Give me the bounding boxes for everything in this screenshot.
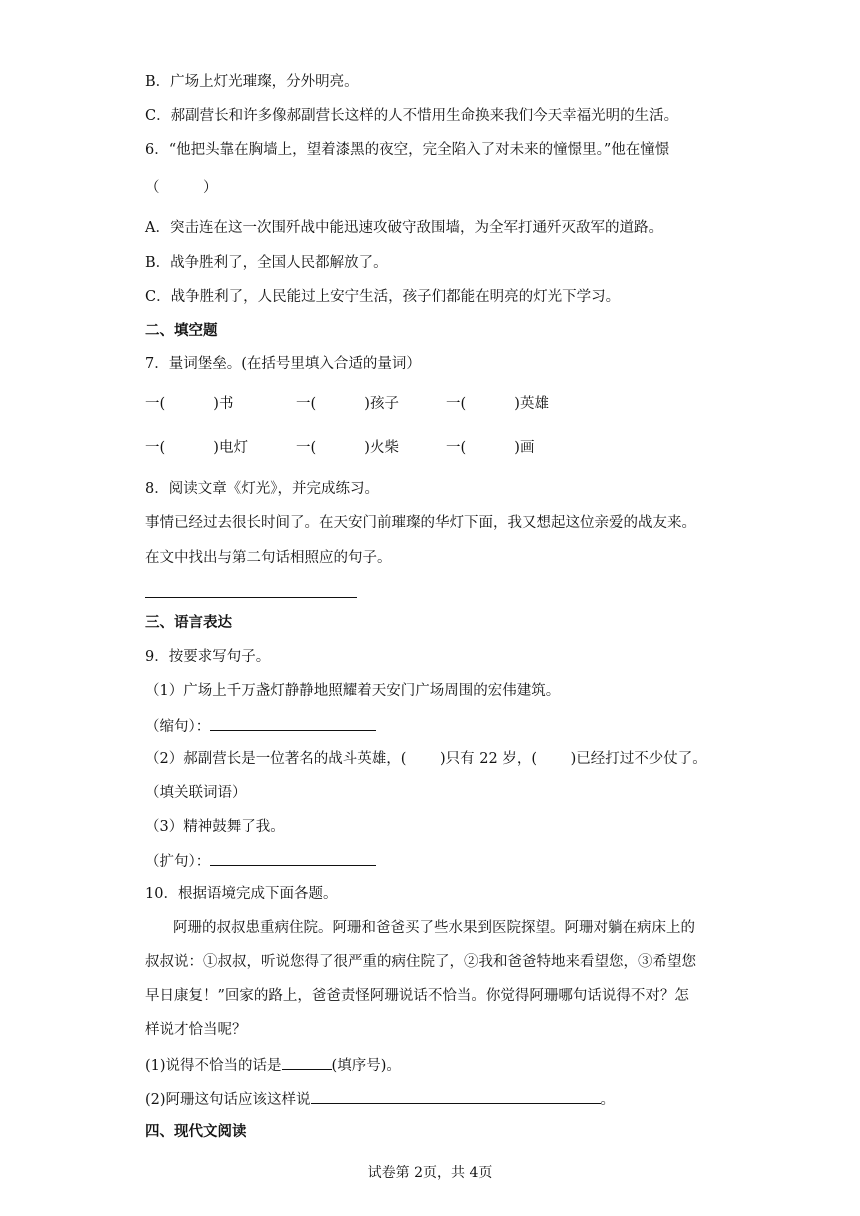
question-9-1-answer: （缩句）： bbox=[145, 715, 376, 737]
measure-word-blank: 一( )电灯 bbox=[145, 440, 248, 456]
question-8-prompt: 在文中找出与第二句话相照应的句子。 bbox=[145, 550, 392, 566]
answer-blank bbox=[311, 1088, 601, 1104]
question-10-2: (2)阿珊这句话应该这样说 。 bbox=[145, 1088, 615, 1110]
answer-bracket-q6: （ ） bbox=[145, 180, 218, 196]
passage-line: 样说才恰当呢？ bbox=[145, 1022, 247, 1038]
question-9-2: （2）郝副营长是一位著名的战斗英雄，( )只有 22 岁，( )已经打过不少仗了。 bbox=[145, 751, 707, 767]
answer-blank bbox=[210, 850, 376, 866]
passage-line: 叔叔说：①叔叔，听说您得了很严重的病住院了，②我和爸爸特地来看望您，③希望您 bbox=[145, 954, 696, 970]
option-c-q5: C．郝副营长和许多像郝副营长这样的人不惜用生命换来我们今天幸福光明的生活。 bbox=[145, 108, 679, 124]
question-9-3: （3）精神鼓舞了我。 bbox=[145, 819, 285, 835]
question-10-1: (1)说得不恰当的话是 (填序号)。 bbox=[145, 1054, 401, 1076]
question-6: 6．“他把头靠在胸墙上，望着漆黑的夜空，完全陷入了对未来的憧憬里。”他在憧憬 bbox=[145, 142, 670, 158]
question-9: 9．按要求写句子。 bbox=[145, 649, 271, 665]
option-b-q5: B．广场上灯光璀璨，分外明亮。 bbox=[145, 74, 359, 90]
measure-word-blank: 一( )孩子 bbox=[296, 396, 399, 412]
answer-line-q8 bbox=[145, 597, 357, 598]
option-a-q6: A．突击连在这一次围歼战中能迅速攻破守敌围墙，为全军打通歼灭敌军的道路。 bbox=[145, 220, 663, 236]
question-7: 7．量词堡垒。(在括号里填入合适的量词） bbox=[145, 356, 421, 372]
question-9-2-note: （填关联词语） bbox=[145, 785, 247, 801]
page-footer: 试卷第 2页，共 4页 bbox=[367, 1165, 493, 1181]
question-9-1: （1）广场上千万盏灯静静地照耀着天安门广场周围的宏伟建筑。 bbox=[145, 683, 561, 699]
passage-line: 早日康复！”回家的路上，爸爸责怪阿珊说话不恰当。你觉得阿珊哪句话说得不对？怎 bbox=[145, 988, 689, 1004]
question-9-3-answer: （扩句）： bbox=[145, 850, 376, 872]
measure-word-blank: 一( )英雄 bbox=[446, 396, 549, 412]
option-b-q6: B．战争胜利了，全国人民都解放了。 bbox=[145, 255, 388, 271]
measure-word-blank: 一( )画 bbox=[446, 440, 535, 456]
option-c-q6: C．战争胜利了，人民能过上安宁生活，孩子们都能在明亮的灯光下学习。 bbox=[145, 289, 621, 305]
question-8-passage: 事情已经过去很长时间了。在天安门前璀璨的华灯下面，我又想起这位亲爱的战友来。 bbox=[145, 515, 696, 531]
question-8: 8．阅读文章《灯光》，并完成练习。 bbox=[145, 481, 379, 497]
answer-blank bbox=[210, 715, 376, 731]
section-4-heading: 四、现代文阅读 bbox=[145, 1124, 247, 1140]
answer-blank bbox=[282, 1054, 332, 1070]
question-10: 10．根据语境完成下面各题。 bbox=[145, 886, 338, 902]
measure-word-blank: 一( )火柴 bbox=[296, 440, 399, 456]
section-2-heading: 二、填空题 bbox=[145, 323, 218, 339]
passage-line: 阿珊的叔叔患重病住院。阿珊和爸爸买了些水果到医院探望。阿珊对躺在病床上的 bbox=[173, 920, 695, 936]
section-3-heading: 三、语言表达 bbox=[145, 615, 232, 631]
measure-word-blank: 一( )书 bbox=[145, 396, 234, 412]
